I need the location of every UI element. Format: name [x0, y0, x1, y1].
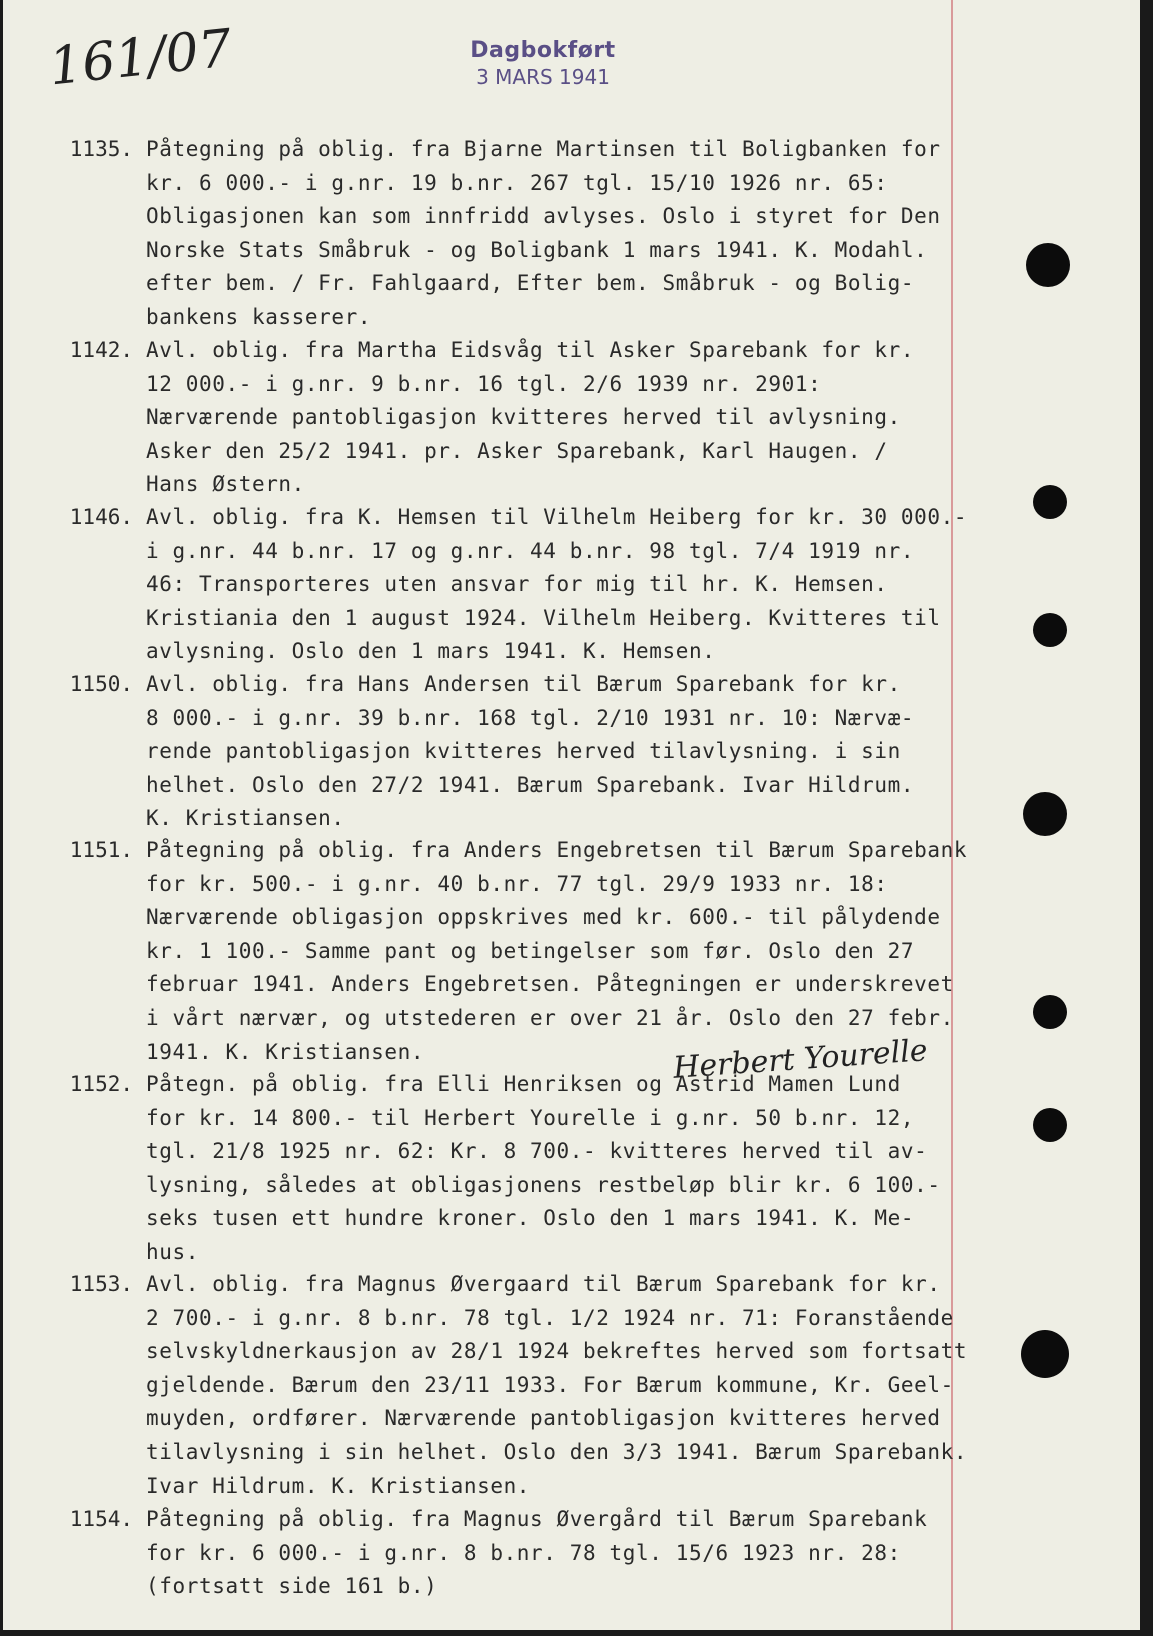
punch-hole [1033, 613, 1067, 647]
entry-number: 1152. [69, 1072, 133, 1096]
entry-number: 1146. [69, 505, 133, 529]
entry-line: bankens kasserer. [146, 304, 372, 329]
entry-line: Norske Stats Småbruk - og Boligbank 1 mars 1941. K. Modahl. [146, 237, 928, 262]
document-page [3, 0, 1140, 1630]
entry-line: Nærværende obligasjon oppskrives med kr. 600.- til pålydende [146, 905, 941, 930]
entry-line: i g.nr. 44 b.nr. 17 og g.nr. 44 b.nr. 98 tgl. 7/4 1919 nr. [146, 538, 915, 563]
stamp-title: Dagbokført [470, 38, 616, 63]
punch-hole [1033, 485, 1067, 519]
entry-line: 46: Transporteres uten ansvar for mig til hr. K. Hemsen. [146, 572, 888, 597]
entry-line: Asker den 25/2 1941. pr. Asker Sparebank, Karl Haugen. / [146, 438, 888, 463]
entry-line: helhet. Oslo den 27/2 1941. Bærum Sparebank. Ivar Hildrum. [146, 772, 915, 797]
entry-line: kr. 1 100.- Samme pant og betingelser som før. Oslo den 27 [146, 938, 915, 963]
entry-line: Påtegning på oblig. fra Bjarne Martinsen til Boligbanken for [146, 137, 941, 161]
dagbokfort-stamp [423, 38, 663, 89]
entry-number: 1153. [69, 1272, 133, 1296]
entry-line: 12 000.- i g.nr. 9 b.nr. 16 tgl. 2/6 1939 nr. 2901: [146, 371, 822, 396]
entry-line: tilavlysning i sin helhet. Oslo den 3/3 1941. Bærum Sparebank. [146, 1439, 968, 1464]
entry-text [146, 834, 996, 1069]
entry-line: (fortsatt side 161 b.) [146, 1574, 438, 1599]
entry-line: 2 700.- i g.nr. 8 b.nr. 78 tgl. 1/2 1924 nr. 71: Foranstående [146, 1305, 954, 1330]
entry-line: efter bem. / Fr. Fahlgaard, Efter bem. Småbruk - og Bolig- [146, 271, 915, 296]
stamp-date: 3 MARS 1941 [476, 65, 610, 89]
entry-line: Avl. oblig. fra Martha Eidsvåg til Asker Sparebank for kr. [146, 338, 915, 362]
entry-text [146, 1503, 996, 1604]
punch-hole [1033, 1108, 1067, 1142]
entry-line: gjeldende. Bærum den 23/11 1933. For Bærum kommune, Kr. Geel- [146, 1372, 954, 1397]
entry-line: Påtegning på oblig. fra Anders Engebretsen til Bærum Sparebank [146, 838, 968, 862]
entry-line: 1941. K. Kristiansen. [146, 1039, 425, 1064]
entry-number: 1135. [69, 137, 133, 161]
entry-line: lysning, således at obligasjonens restbeløp blir kr. 6 100.- [146, 1172, 941, 1197]
punch-hole [1033, 995, 1067, 1029]
entry-line: avlysning. Oslo den 1 mars 1941. K. Hemsen. [146, 639, 716, 664]
entry-line: Avl. oblig. fra Magnus Øvergaard til Bærum Sparebank for kr. [146, 1272, 941, 1296]
entry-line: tgl. 21/8 1925 nr. 62: Kr. 8 700.- kvitteres herved til av- [146, 1139, 928, 1164]
entry-line: i vårt nærvær, og utstederen er over 21 år. Oslo den 27 febr. [146, 1005, 954, 1030]
entry-text [146, 1068, 996, 1270]
entry-line: 8 000.- i g.nr. 39 b.nr. 168 tgl. 2/10 1931 nr. 10: Nærvæ- [146, 705, 915, 730]
entry-line: muyden, ordfører. Nærværende pantobligasjon kvitteres herved [146, 1406, 941, 1431]
handwritten-signature: Herbert Yourelle [672, 1033, 929, 1086]
entry-line: Obligasjonen kan som innfridd avlyses. Oslo i styret for Den [146, 204, 941, 229]
entry-number: 1142. [69, 338, 133, 362]
entry-line: Avl. oblig. fra Hans Andersen til Bærum Sparebank for kr. [146, 672, 901, 696]
entry-text [146, 501, 996, 669]
entry-line: februar 1941. Anders Engebretsen. Påtegningen er underskrevet [146, 972, 954, 997]
entry-line: Nærværende pantobligasjon kvitteres herved til avlysning. [146, 405, 901, 430]
entry-number: 1154. [69, 1507, 133, 1531]
entry-number: 1151. [69, 838, 133, 862]
entry-text [146, 334, 996, 502]
entry-line: for kr. 6 000.- i g.nr. 8 b.nr. 78 tgl. 15/6 1923 nr. 28: [146, 1540, 901, 1565]
entry-line: for kr. 500.- i g.nr. 40 b.nr. 77 tgl. 29/9 1933 nr. 18: [146, 871, 888, 896]
entry-line: Ivar Hildrum. K. Kristiansen. [146, 1473, 531, 1498]
entry-line: for kr. 14 800.- til Herbert Yourelle i g.nr. 50 b.nr. 12, [146, 1105, 915, 1130]
folio-number: 161/07 [46, 18, 235, 98]
entry-line: hus. [146, 1239, 199, 1264]
entry-line: K. Kristiansen. [146, 806, 345, 831]
entry-line: Påtegning på oblig. fra Magnus Øvergård til Bærum Sparebank [146, 1507, 928, 1531]
entry-line: seks tusen ett hundre kroner. Oslo den 1 mars 1941. K. Me- [146, 1206, 915, 1231]
entry-line: Påtegn. på oblig. fra Elli Henriksen og Astrid Mamen Lund [146, 1072, 901, 1096]
entry-number: 1150. [69, 672, 133, 696]
punch-hole [1021, 1330, 1069, 1378]
entry-text [146, 668, 996, 836]
entry-line: Hans Østern. [146, 472, 305, 497]
entry-line: Avl. oblig. fra K. Hemsen til Vilhelm Heiberg for kr. 30 000.- [146, 505, 968, 529]
entry-line: kr. 6 000.- i g.nr. 19 b.nr. 267 tgl. 15/10 1926 nr. 65: [146, 170, 888, 195]
punch-hole [1023, 792, 1067, 836]
entry-line: Kristiania den 1 august 1924. Vilhelm Heiberg. Kvitteres til [146, 605, 941, 630]
entry-text [146, 133, 996, 335]
entry-line: rende pantobligasjon kvitteres herved tilavlysning. i sin [146, 739, 901, 764]
entry-text [146, 1268, 996, 1503]
entry-line: selvskyldnerkausjon av 28/1 1924 bekreftes herved som fortsatt [146, 1339, 968, 1364]
punch-hole [1026, 243, 1070, 287]
